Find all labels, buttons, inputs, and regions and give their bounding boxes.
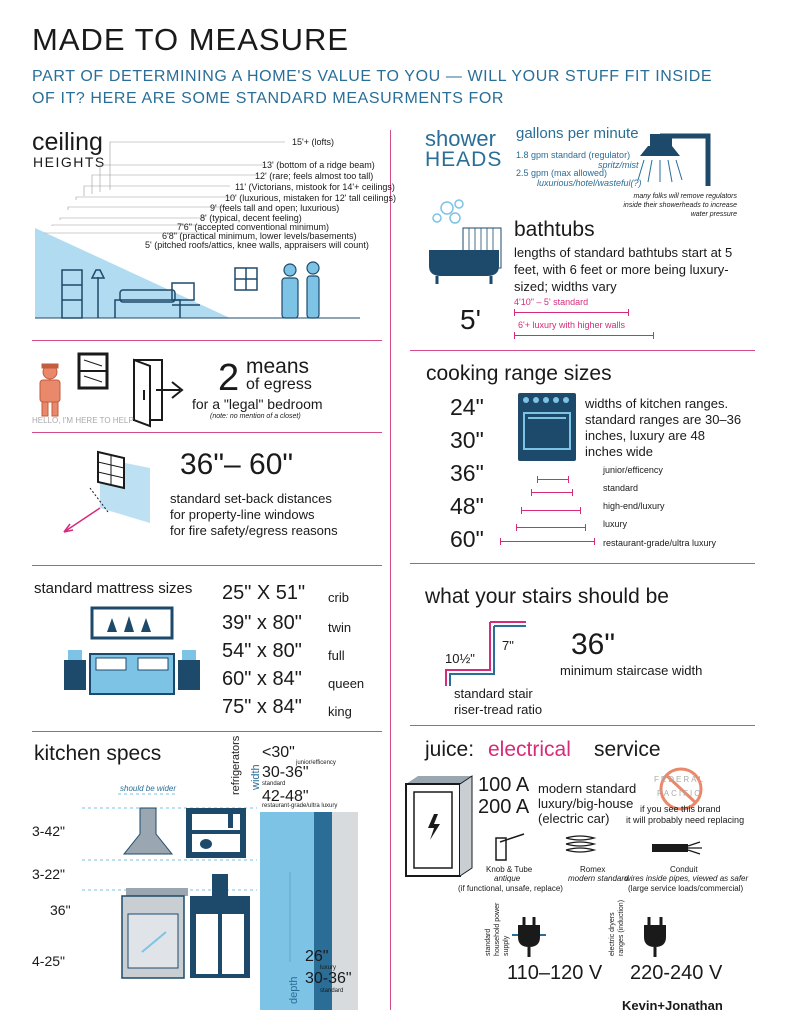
brand-name1: FEDERAL xyxy=(654,775,705,784)
mattress-name: full xyxy=(328,648,345,663)
page-title: MADE TO MEASURE xyxy=(32,22,350,57)
gpm-line1-desc: spritz/mist xyxy=(598,160,639,170)
electrical-panel-icon xyxy=(404,774,474,878)
amp-200: 200 A xyxy=(478,796,530,818)
kitchen-dim: 36" xyxy=(50,902,71,918)
divider xyxy=(410,563,755,564)
electrical-title2: electrical xyxy=(488,738,571,761)
shower-subtitle: HEADS xyxy=(425,148,503,171)
range-bar xyxy=(500,541,595,542)
range-label: restaurant-grade/ultra luxury xyxy=(603,538,717,548)
fridge-w3: 42-48" xyxy=(262,788,309,805)
voltage-220: 220-240 V xyxy=(630,962,723,984)
brand-note1: if you see this brand xyxy=(640,804,721,814)
ceiling-subtitle: HEIGHTS xyxy=(33,154,106,170)
bathtub-bar2-label: 6'+ luxury with higher walls xyxy=(518,320,626,330)
range-bar xyxy=(531,492,573,493)
range-size: 30" xyxy=(450,427,484,453)
stair-ratio2: riser-tread ratio xyxy=(454,702,543,717)
page-subtitle: PART OF DETERMINING A HOME'S VALUE TO YOU — WILL YOUR STUFF FIT INSIDE OF IT? HERE ARE SOME STANDARD MEASURMENTS FOR xyxy=(32,68,713,107)
mattress-name: crib xyxy=(328,590,349,605)
setback-desc1: standard set-back distances xyxy=(170,491,332,506)
amp-100: 100 A xyxy=(478,774,530,796)
ceiling-item: 5' (pitched roofs/attics, knee walls, appraisers will count) xyxy=(145,240,369,250)
divider xyxy=(32,340,382,341)
range-bar xyxy=(516,527,586,528)
ceiling-item: 6'8" (practical minimum, lower levels/basements) xyxy=(162,231,357,241)
helper-caption: HELLO, I'M HERE TO HELP xyxy=(32,416,134,425)
ceiling-item: 11' (Victorians, mistook for 14'+ ceilings) xyxy=(235,182,395,192)
fridge-w1-note: junior/efficency xyxy=(296,760,336,766)
fridge-w1: <30" xyxy=(262,744,295,761)
mattress-name: queen xyxy=(328,676,365,691)
amp-100-desc: modern standard xyxy=(538,781,637,796)
ceiling-item: 9' (feels tall and open; luxurious) xyxy=(210,203,340,213)
fridge-d1: 26" xyxy=(305,948,329,965)
ceiling-item: 10' (luxurious, mistaken for 12' tall ceilings) xyxy=(225,193,397,203)
mattress-title: standard mattress sizes xyxy=(34,580,193,597)
footer-brand: Kevin+Jonathan xyxy=(622,998,723,1013)
kitchen-title: kitchen specs xyxy=(34,742,162,765)
fridge-width-label: width xyxy=(250,764,262,790)
kitchen-dim: 3-42" xyxy=(32,823,65,839)
knob-tube-sub: antique xyxy=(494,874,521,883)
range-size: 60" xyxy=(450,526,484,552)
ceiling-item: 8' (typical, decent feeling) xyxy=(200,213,302,223)
stair-width: 36" xyxy=(571,628,616,661)
gpm-line1: 1.8 gpm standard (regulator) xyxy=(516,150,631,160)
bathtub-icon xyxy=(425,198,505,290)
mattress-name: king xyxy=(328,704,352,719)
bathtubs-desc: lengths of standard bathtubs start at 5 feet, with 6 feet or more being luxury-sized; widths vary xyxy=(514,245,733,294)
shower-title: shower xyxy=(425,126,496,151)
center-divider xyxy=(390,130,391,1010)
oven-icon xyxy=(516,391,578,465)
ceiling-item: 7'6" (accepted conventional minimum) xyxy=(177,222,329,232)
fridge-w2: 30-36" xyxy=(262,764,309,781)
ceiling-item: 15'+ (lofts) xyxy=(292,137,334,147)
range-label: junior/efficency xyxy=(603,465,663,475)
romex: Romex xyxy=(580,865,606,874)
conduit: Conduit xyxy=(670,865,698,874)
cooking-title: cooking range sizes xyxy=(426,362,612,385)
fridge-d1-note: luxury xyxy=(320,965,337,971)
fridge-w2-note: standard xyxy=(262,781,286,787)
fridge-label: refrigerators xyxy=(230,735,242,795)
plug-110-icon xyxy=(508,915,550,960)
bathtub-bar1-label: 4'10" – 5' standard xyxy=(514,297,589,307)
setback-desc3: for fire safety/egress reasons xyxy=(170,523,338,538)
gpm-line2-desc: luxurious/hotel/wasteful(?) xyxy=(537,178,642,188)
divider xyxy=(32,731,382,732)
amp-200-desc: luxury/big-house xyxy=(538,796,634,811)
romex-sub: modern standard xyxy=(568,874,629,883)
bathtub-size: 5' xyxy=(460,304,481,335)
mattress-dim: 39" x 80" xyxy=(222,612,302,634)
range-bar xyxy=(521,510,581,511)
range-label: standard xyxy=(603,483,639,493)
window-setback-icon xyxy=(60,448,165,538)
fridge-w3-note: restaurant-grade/ultra luxury xyxy=(262,803,338,809)
bathtub-bar1 xyxy=(514,312,629,313)
egress-note: (note: no mention of a closet) xyxy=(210,413,301,420)
divider xyxy=(32,432,382,433)
plug1-label: standard household power supply xyxy=(485,902,510,956)
mattress-dim: 54" x 80" xyxy=(222,640,302,662)
electrical-title3: service xyxy=(594,738,661,761)
divider xyxy=(32,565,382,566)
egress-number: 2 xyxy=(218,357,240,399)
range-bar xyxy=(537,479,569,480)
hood-note: should be wider xyxy=(120,784,177,793)
kitchen-diagram xyxy=(82,792,257,982)
voltage-110: 110–120 V xyxy=(507,962,603,984)
mattress-name: twin xyxy=(328,620,352,635)
brand-name2: PACIFIC xyxy=(657,789,702,798)
cooking-desc: widths of kitchen ranges. standard ranges are 30–36 inches, luxury are 48 inches wide xyxy=(585,396,742,459)
stair-tread: 10½" xyxy=(445,651,475,666)
fridge-d2-note: standard xyxy=(320,988,344,994)
shower-note: many folks will remove regulators inside their showerheads to increase water pressure xyxy=(623,193,737,218)
kitchen-dim: 4-25" xyxy=(32,953,65,969)
plug2-label: electric dryers ranges (induction) xyxy=(609,899,625,956)
range-size: 48" xyxy=(450,493,484,519)
brand-note2: it will probably need replacing xyxy=(626,815,745,825)
range-size: 36" xyxy=(450,460,484,486)
plug-220-icon xyxy=(634,915,676,960)
wiring-icons xyxy=(486,830,776,862)
bathtub-bar2 xyxy=(514,335,654,336)
divider xyxy=(410,725,755,726)
bedroom-icon xyxy=(62,604,202,696)
ceiling-item: 13' (bottom of a ridge beam) xyxy=(262,160,375,170)
conduit-note: (large service loads/commercial) xyxy=(628,884,744,893)
mattress-dim: 60" x 84" xyxy=(222,668,302,690)
divider xyxy=(410,350,755,351)
gpm-line2: 2.5 gpm (max allowed) xyxy=(516,168,608,178)
knob-tube-note: (if functional, unsafe, replace) xyxy=(458,884,563,893)
ceiling-title: ceiling xyxy=(32,128,103,156)
stairs-icon xyxy=(428,618,528,690)
electrical-title1: juice: xyxy=(425,738,475,761)
stair-ratio1: standard stair xyxy=(454,686,533,701)
fridge-depth-label: depth xyxy=(288,976,300,1004)
gpm-title: gallons per minute xyxy=(516,125,639,142)
range-size: 24" xyxy=(450,394,484,420)
mattress-dim: 75" x 84" xyxy=(222,696,302,718)
range-label: high-end/luxury xyxy=(603,501,665,511)
setback-desc2: for property-line windows xyxy=(170,507,315,522)
ceiling-item: 12' (rare; feels almost too tall) xyxy=(255,171,374,181)
range-label: luxury xyxy=(603,519,628,529)
egress-for: for a "legal" bedroom xyxy=(192,396,323,412)
egress-of: of egress xyxy=(246,376,312,393)
egress-means: means xyxy=(246,355,310,378)
knob-tube: Knob & Tube xyxy=(486,865,533,874)
conduit-sub: wires inside pipes, viewed as safer xyxy=(625,874,749,883)
stairs-title: what your stairs should be xyxy=(425,585,669,608)
stair-width-label: minimum staircase width xyxy=(560,663,703,678)
stair-riser: 7" xyxy=(502,638,514,653)
setback-range: 36"– 60" xyxy=(180,448,294,481)
kitchen-dim: 3-22" xyxy=(32,866,65,882)
amp-200-extra: (electric car) xyxy=(538,811,610,826)
bathtubs-title: bathtubs xyxy=(514,218,595,241)
fridge-d2: 30-36" xyxy=(305,970,352,987)
mattress-dim: 25" X 51" xyxy=(222,582,306,604)
